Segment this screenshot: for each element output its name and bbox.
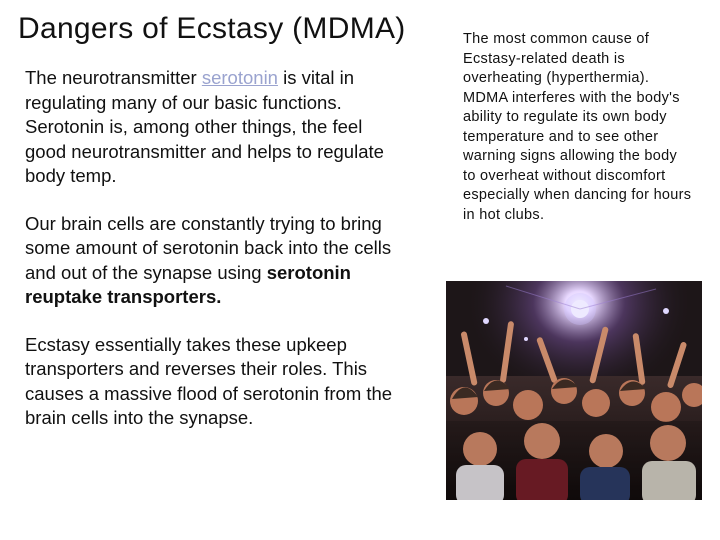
reuptake-term: serotonin reuptake transporters. [25, 261, 351, 307]
paragraph-text: The neurotransmitter [25, 67, 202, 88]
club-crowd-image [446, 281, 702, 500]
serotonin-link[interactable]: serotonin [201, 67, 278, 88]
club-crowd-photo [446, 281, 702, 500]
paragraph-serotonin [25, 66, 400, 189]
paragraph-reuptake [25, 212, 400, 310]
slide-title: Dangers of Ecstasy (MDMA) [18, 12, 406, 45]
side-text: The most common cause of Ecstasy-related death is overheating (hyperthermia). MDMA interferes with the body's ability to regulate its own body temperature and to see other warning signs allowing the body to overheat without discomfort especially when dancing for hours in hot clubs. [463, 31, 692, 223]
paragraph-text: is vital in regulating many of our basic functions. Serotonin is, among other things, the feel good neurotransmitter and helps to regulate body temp. [25, 67, 384, 186]
paragraph-ecstasy: Ecstasy essentially takes these upkeep transporters and reverses their roles. This causes a massive flood of serotonin from the brain cells into the synapse. [25, 333, 393, 428]
main-text [25, 66, 400, 454]
paragraph-text: Our brain cells are constantly trying to bring some amount of serotonin back into the cells and out of the synapse using [25, 212, 392, 283]
